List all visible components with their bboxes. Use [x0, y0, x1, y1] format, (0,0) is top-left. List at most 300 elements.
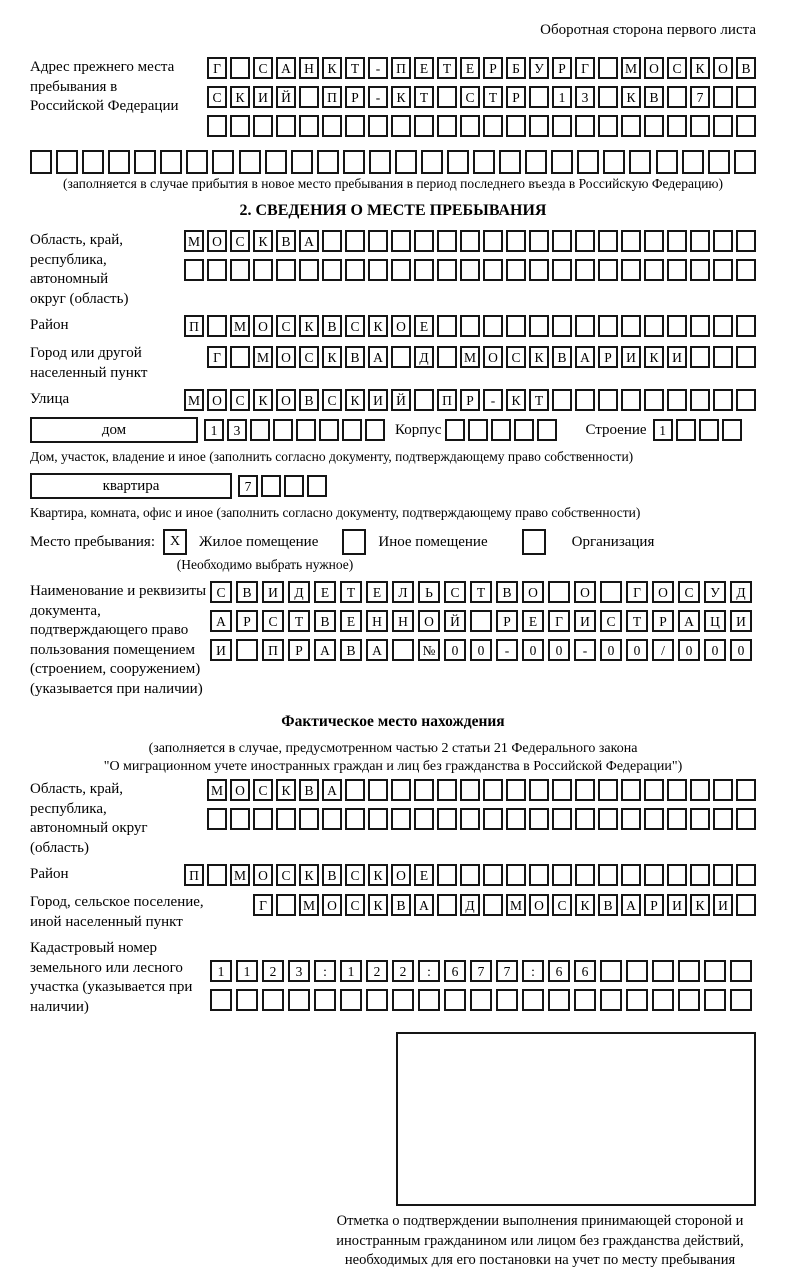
char-cell — [667, 86, 687, 108]
char-cell — [621, 115, 641, 137]
char-cell — [250, 419, 270, 441]
region-rows — [184, 230, 756, 288]
char-cell: К — [276, 779, 296, 801]
char-cell — [736, 864, 756, 886]
char-cell: В — [276, 230, 296, 252]
char-cell — [253, 808, 273, 830]
char-cell: К — [506, 389, 526, 411]
actual-district-field — [30, 864, 756, 886]
char-cell — [667, 389, 687, 411]
char-cell — [134, 150, 156, 174]
actual-city-row — [253, 894, 756, 916]
char-cell — [230, 259, 250, 281]
char-cell: О — [276, 389, 296, 411]
char-cell: С — [276, 315, 296, 337]
char-cell — [621, 259, 641, 281]
char-cell: П — [437, 389, 457, 411]
stay-option-other-label: Иное помещение — [378, 534, 488, 550]
char-cell — [577, 150, 599, 174]
char-cell — [299, 808, 319, 830]
char-cell — [392, 639, 414, 661]
char-cell: 0 — [548, 639, 570, 661]
char-cell — [736, 115, 756, 137]
char-cell — [713, 86, 733, 108]
char-cell — [506, 779, 526, 801]
char-cell — [340, 989, 362, 1011]
char-cell — [460, 315, 480, 337]
char-cell: Л — [392, 581, 414, 603]
char-cell — [284, 475, 304, 497]
char-cell — [552, 864, 572, 886]
char-cell: В — [236, 581, 258, 603]
actual-location-title: Фактическое место нахождения — [281, 713, 505, 730]
char-cell: Р — [236, 610, 258, 632]
char-cell — [656, 150, 678, 174]
char-cell — [506, 115, 526, 137]
char-cell — [291, 150, 313, 174]
char-cell — [314, 989, 336, 1011]
char-cell: П — [184, 315, 204, 337]
char-cell — [460, 864, 480, 886]
char-cell — [678, 989, 700, 1011]
char-cell: 0 — [678, 639, 700, 661]
cadastral-row-2 — [210, 989, 756, 1011]
char-cell: О — [230, 779, 250, 801]
char-cell: С — [230, 230, 250, 252]
char-cell: И — [730, 610, 752, 632]
char-cell: 1 — [653, 419, 673, 441]
char-cell — [598, 57, 618, 79]
actual-location-note-1: (заполняется в случае, предусмотренном частью 2 статьи 21 Федерального закона — [148, 741, 638, 756]
char-cell — [736, 259, 756, 281]
char-cell: М — [184, 230, 204, 252]
char-cell: П — [262, 639, 284, 661]
char-cell — [437, 259, 457, 281]
char-cell — [437, 894, 457, 916]
char-cell — [483, 115, 503, 137]
street-row — [184, 389, 756, 411]
char-cell: С — [210, 581, 232, 603]
char-cell: Н — [299, 57, 319, 79]
char-cell — [704, 960, 726, 982]
char-cell: - — [368, 86, 388, 108]
char-cell: С — [552, 894, 572, 916]
char-cell — [575, 779, 595, 801]
stay-option-organization-label: Организация — [571, 534, 655, 550]
char-cell: Т — [529, 389, 549, 411]
char-cell: Т — [626, 610, 648, 632]
char-cell — [736, 389, 756, 411]
char-cell: И — [574, 610, 596, 632]
char-cell: У — [529, 57, 549, 79]
char-cell — [676, 419, 696, 441]
char-cell — [322, 115, 342, 137]
char-cell — [414, 259, 434, 281]
char-cell — [369, 150, 391, 174]
previous-address-block — [30, 57, 756, 144]
char-cell: Р — [496, 610, 518, 632]
char-cell — [552, 259, 572, 281]
char-cell — [644, 808, 664, 830]
char-cell — [621, 230, 641, 252]
char-cell — [667, 315, 687, 337]
char-cell — [322, 230, 342, 252]
korpus-label: Корпус — [395, 422, 442, 438]
char-cell — [529, 864, 549, 886]
actual-city-label: Город, сельское поселение, иной населенный пункт — [30, 894, 204, 930]
char-cell: 7 — [238, 475, 258, 497]
char-cell: А — [299, 230, 319, 252]
char-cell — [690, 808, 710, 830]
apartment-row — [30, 473, 756, 499]
char-cell — [483, 230, 503, 252]
char-cell — [644, 315, 664, 337]
char-cell — [667, 230, 687, 252]
char-cell — [319, 419, 339, 441]
char-cell: Р — [483, 57, 503, 79]
char-cell — [212, 150, 234, 174]
char-cell — [621, 779, 641, 801]
char-cell: О — [207, 389, 227, 411]
char-cell: П — [322, 86, 342, 108]
char-cell — [575, 259, 595, 281]
char-cell — [296, 419, 316, 441]
char-cell — [736, 808, 756, 830]
char-cell — [421, 150, 443, 174]
char-cell — [207, 808, 227, 830]
char-cell — [736, 779, 756, 801]
char-cell — [736, 346, 756, 368]
char-cell: М — [621, 57, 641, 79]
char-cell — [391, 779, 411, 801]
char-cell — [414, 389, 434, 411]
char-cell: К — [529, 346, 549, 368]
char-cell: К — [368, 864, 388, 886]
char-cell: 6 — [574, 960, 596, 982]
korpus-cells — [445, 419, 557, 441]
char-cell — [460, 230, 480, 252]
char-cell: С — [262, 610, 284, 632]
char-cell — [506, 808, 526, 830]
char-cell — [713, 230, 733, 252]
previous-address-row-4 — [30, 150, 756, 174]
district-label: Район — [30, 317, 69, 333]
char-cell — [730, 989, 752, 1011]
char-cell — [447, 150, 469, 174]
char-cell — [552, 230, 572, 252]
char-cell — [437, 315, 457, 337]
char-cell — [343, 150, 365, 174]
char-cell: Г — [626, 581, 648, 603]
street-label: Улица — [30, 391, 70, 407]
char-cell: : — [314, 960, 336, 982]
char-cell — [644, 389, 664, 411]
char-cell — [368, 259, 388, 281]
char-cell — [483, 808, 503, 830]
stay-option-dwelling-label: Жилое помещение — [199, 534, 319, 550]
char-cell: : — [418, 960, 440, 982]
char-cell — [345, 230, 365, 252]
char-cell — [713, 315, 733, 337]
char-cell: 0 — [522, 639, 544, 661]
char-cell: С — [345, 315, 365, 337]
char-cell — [600, 960, 622, 982]
char-cell: Р — [460, 389, 480, 411]
char-cell — [345, 779, 365, 801]
char-cell: О — [253, 315, 273, 337]
char-cell: Ц — [704, 610, 726, 632]
char-cell: И — [262, 581, 284, 603]
char-cell: Ь — [418, 581, 440, 603]
apartment-cells — [238, 475, 327, 497]
char-cell — [368, 115, 388, 137]
char-cell: В — [598, 894, 618, 916]
char-cell — [299, 115, 319, 137]
char-cell — [392, 989, 414, 1011]
char-cell: С — [667, 57, 687, 79]
char-cell: В — [496, 581, 518, 603]
char-cell: № — [418, 639, 440, 661]
char-cell: 7 — [470, 960, 492, 982]
previous-address-label: Адрес прежнего места пребывания в Российской Федерации — [30, 59, 179, 114]
char-cell: Т — [340, 581, 362, 603]
char-cell — [713, 779, 733, 801]
char-cell — [491, 419, 511, 441]
char-cell — [652, 989, 674, 1011]
char-cell — [273, 419, 293, 441]
char-cell: 0 — [626, 639, 648, 661]
char-cell: Д — [414, 346, 434, 368]
char-cell — [470, 989, 492, 1011]
char-cell — [598, 86, 618, 108]
char-cell: 3 — [227, 419, 247, 441]
char-cell: Т — [483, 86, 503, 108]
char-cell: О — [322, 894, 342, 916]
document-row-1 — [210, 581, 756, 603]
char-cell — [667, 808, 687, 830]
char-cell: К — [322, 57, 342, 79]
street-field — [30, 389, 756, 411]
char-cell: Е — [340, 610, 362, 632]
char-cell — [444, 989, 466, 1011]
char-cell — [552, 115, 572, 137]
char-cell — [690, 315, 710, 337]
char-cell — [690, 389, 710, 411]
document-field — [30, 581, 756, 699]
char-cell: А — [276, 57, 296, 79]
char-cell — [30, 150, 52, 174]
city-label: Город или другой населенный пункт — [30, 345, 148, 381]
char-cell: С — [444, 581, 466, 603]
char-cell: 0 — [730, 639, 752, 661]
char-cell — [552, 315, 572, 337]
char-cell — [529, 230, 549, 252]
char-cell — [108, 150, 130, 174]
document-label: Наименование и реквизиты документа, подтверждающего право пользования помещением (строением, сооружением) (указывается при наличии) — [30, 583, 207, 697]
char-cell: М — [184, 389, 204, 411]
char-cell: К — [230, 86, 250, 108]
stay-type-label: Место пребывания: — [30, 534, 155, 550]
char-cell: Б — [506, 57, 526, 79]
char-cell: Г — [548, 610, 570, 632]
char-cell: 7 — [690, 86, 710, 108]
char-cell: Т — [470, 581, 492, 603]
char-cell: С — [253, 779, 273, 801]
char-cell: И — [713, 894, 733, 916]
char-cell: Г — [575, 57, 595, 79]
char-cell: 0 — [470, 639, 492, 661]
char-cell — [253, 115, 273, 137]
char-cell — [629, 150, 651, 174]
char-cell: С — [460, 86, 480, 108]
char-cell: Т — [437, 57, 457, 79]
actual-district-row — [184, 864, 756, 886]
char-cell — [265, 150, 287, 174]
char-cell — [276, 259, 296, 281]
char-cell: К — [322, 346, 342, 368]
char-cell: О — [391, 864, 411, 886]
char-cell — [437, 779, 457, 801]
char-cell — [736, 230, 756, 252]
char-cell — [736, 315, 756, 337]
char-cell: И — [621, 346, 641, 368]
char-cell — [395, 150, 417, 174]
char-cell: К — [253, 230, 273, 252]
char-cell — [322, 259, 342, 281]
char-cell: Г — [207, 346, 227, 368]
char-cell: Р — [345, 86, 365, 108]
char-cell — [598, 315, 618, 337]
char-cell: Г — [207, 57, 227, 79]
char-cell — [56, 150, 78, 174]
city-row — [207, 346, 756, 368]
char-cell: 0 — [704, 639, 726, 661]
char-cell: В — [736, 57, 756, 79]
char-cell — [391, 115, 411, 137]
char-cell: К — [644, 346, 664, 368]
char-cell — [184, 259, 204, 281]
char-cell — [690, 259, 710, 281]
char-cell — [230, 57, 250, 79]
char-cell — [460, 259, 480, 281]
char-cell: К — [391, 86, 411, 108]
char-cell — [626, 989, 648, 1011]
char-cell — [600, 581, 622, 603]
char-cell — [207, 115, 227, 137]
char-cell: Й — [391, 389, 411, 411]
region-field — [30, 230, 756, 309]
char-cell — [603, 150, 625, 174]
char-cell: У — [704, 581, 726, 603]
char-cell — [551, 150, 573, 174]
char-cell: М — [230, 315, 250, 337]
char-cell — [529, 808, 549, 830]
char-cell: 1 — [340, 960, 362, 982]
char-cell — [207, 259, 227, 281]
previous-address-note: (заполняется в случае прибытия в новое место пребывания в период последнего въезда в Российскую Федерацию) — [62, 176, 724, 191]
char-cell: Р — [644, 894, 664, 916]
char-cell: 0 — [600, 639, 622, 661]
char-cell: С — [345, 864, 365, 886]
char-cell: О — [253, 864, 273, 886]
char-cell — [437, 230, 457, 252]
char-cell: А — [322, 779, 342, 801]
char-cell: О — [483, 346, 503, 368]
char-cell: Р — [288, 639, 310, 661]
char-cell: 2 — [392, 960, 414, 982]
char-cell — [239, 150, 261, 174]
city-field — [30, 343, 756, 383]
char-cell — [730, 960, 752, 982]
char-cell: О — [276, 346, 296, 368]
char-cell: С — [678, 581, 700, 603]
stroenie-cells — [653, 419, 742, 441]
char-cell — [414, 808, 434, 830]
char-cell: П — [184, 864, 204, 886]
char-cell: С — [506, 346, 526, 368]
stay-option-dwelling-checkbox: X — [163, 529, 187, 555]
region-row-2 — [184, 259, 756, 281]
char-cell: К — [690, 894, 710, 916]
char-cell — [713, 864, 733, 886]
char-cell — [483, 864, 503, 886]
char-cell: 3 — [575, 86, 595, 108]
char-cell: Т — [345, 57, 365, 79]
char-cell: С — [345, 894, 365, 916]
stay-type-row — [30, 529, 756, 555]
char-cell: : — [522, 960, 544, 982]
char-cell — [414, 230, 434, 252]
char-cell: / — [652, 639, 674, 661]
char-cell — [414, 779, 434, 801]
char-cell — [366, 989, 388, 1011]
char-cell — [598, 389, 618, 411]
char-cell: В — [299, 389, 319, 411]
char-cell — [736, 86, 756, 108]
char-cell: П — [391, 57, 411, 79]
char-cell: Г — [253, 894, 273, 916]
char-cell — [598, 115, 618, 137]
char-cell — [667, 779, 687, 801]
char-cell: М — [299, 894, 319, 916]
char-cell: Е — [414, 57, 434, 79]
char-cell — [418, 989, 440, 1011]
char-cell — [644, 779, 664, 801]
char-cell: О — [574, 581, 596, 603]
char-cell — [598, 779, 618, 801]
char-cell — [529, 779, 549, 801]
char-cell — [537, 419, 557, 441]
char-cell: К — [299, 864, 319, 886]
char-cell — [529, 259, 549, 281]
char-cell — [307, 475, 327, 497]
cadastral-rows — [210, 960, 756, 1018]
char-cell — [391, 346, 411, 368]
char-cell — [690, 779, 710, 801]
char-cell: Е — [522, 610, 544, 632]
char-cell — [414, 115, 434, 137]
actual-district-label: Район — [30, 866, 69, 882]
actual-region-row-2 — [207, 808, 756, 830]
char-cell: О — [644, 57, 664, 79]
char-cell: М — [506, 894, 526, 916]
char-cell — [230, 808, 250, 830]
char-cell — [82, 150, 104, 174]
house-row — [30, 417, 756, 443]
char-cell: А — [210, 610, 232, 632]
char-cell — [514, 419, 534, 441]
char-cell — [473, 150, 495, 174]
